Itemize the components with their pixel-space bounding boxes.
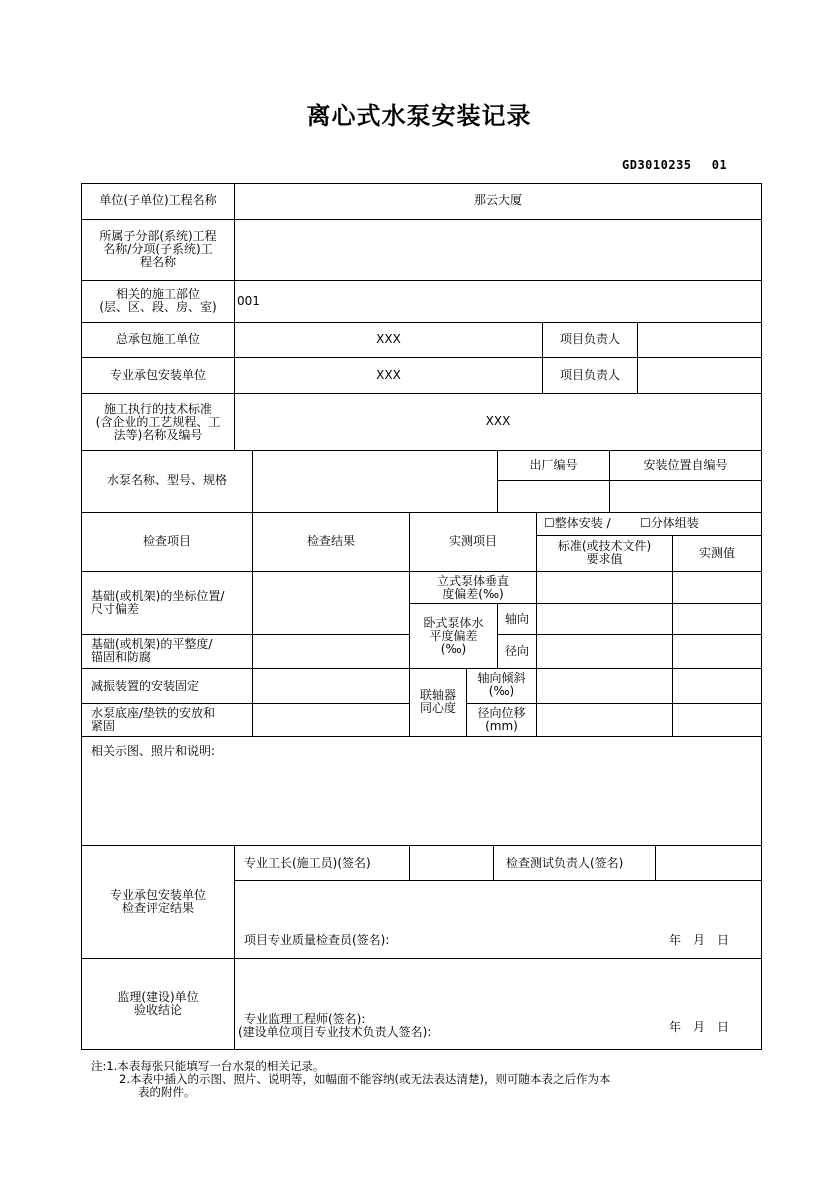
contractor-eval-label-line-2: 检查评定结果 — [121, 901, 194, 915]
sub-division-label-line-2: 名称/分项(子系统)工 — [103, 242, 213, 256]
check-item-header: 检查项目 — [142, 534, 191, 548]
remarks-label: 相关示图、照片和说明: — [91, 744, 216, 758]
standard-header-line-2: 要求值 — [586, 552, 623, 566]
actual-header: 实测值 — [698, 546, 735, 560]
general-manager-label: 项目负责人 — [559, 332, 620, 346]
coupling-line-1: 联轴器 — [419, 688, 456, 702]
check-result-header: 检查结果 — [306, 534, 355, 548]
supervision-engineer-label: 专业监理工程师(签名): — [244, 1012, 366, 1026]
vertical-pump-line-2: 度偏差(‰) — [442, 587, 504, 601]
standard-label-line-1: 施工执行的技术标准 — [103, 402, 212, 416]
check-item-1-line-2: 尺寸偏差 — [91, 602, 140, 616]
axial-tilt-line-1: 轴向倾斜 — [477, 671, 526, 685]
check-item-2-line-2: 锚固和防腐 — [91, 650, 152, 664]
axial-tilt-line-2: (‰) — [488, 684, 515, 698]
page-title: 离心式水泵安装记录 — [306, 101, 532, 130]
vertical-pump-line-1: 立式泵体垂直 — [436, 574, 509, 588]
install-split-checkbox[interactable]: ☐分体组装 — [640, 516, 699, 530]
standard-header-line-1: 标准(或技术文件) — [557, 539, 652, 553]
supervision-date: 年 月 日 — [669, 1020, 730, 1034]
unit-name-label: 单位(子单位)工程名称 — [99, 193, 217, 207]
horizontal-pump-line-3: (‰) — [440, 642, 467, 656]
standard-value[interactable]: XXX — [485, 414, 511, 428]
special-contractor-label: 专业承包安装单位 — [109, 368, 206, 382]
supervision-owner-label: (建设单位项目专业技术负责人签名): — [238, 1025, 432, 1039]
note-line-1: 注:1.本表每张只能填写一台水泵的相关记录。 — [91, 1059, 325, 1073]
note-line-3: 表的附件。 — [138, 1085, 196, 1099]
supervision-label-line-2: 验收结论 — [133, 1003, 182, 1017]
unit-name-value[interactable]: 那云大厦 — [473, 193, 522, 207]
radial-shift-line-2: (mm) — [485, 719, 518, 733]
check-item-4-line-1: 水泵底座/垫铁的安放和 — [91, 706, 216, 720]
check-item-4-line-2: 紧固 — [91, 719, 116, 733]
horizontal-pump-line-2: 平度偏差 — [429, 629, 478, 643]
horizontal-pump-line-1: 卧式泵体水 — [423, 616, 484, 630]
tester-signature-label: 检查测试负责人(签名) — [506, 856, 624, 870]
radial-label: 径向 — [504, 644, 529, 658]
sub-division-label-line-1: 所属子分部(系统)工程 — [99, 229, 217, 243]
install-whole-checkbox[interactable]: ☐整体安装 / — [544, 516, 611, 530]
check-item-1-line-1: 基础(或机架)的坐标位置/ — [91, 589, 225, 603]
general-contractor-value[interactable]: XXX — [376, 332, 401, 346]
location-label-line-1: 相关的施工部位 — [115, 287, 200, 301]
factory-no-label: 出厂编号 — [529, 458, 578, 472]
contractor-eval-label-line-1: 专业承包安装单位 — [109, 888, 206, 902]
pump-label: 水泵名称、型号、规格 — [106, 473, 227, 487]
special-manager-label: 项目负责人 — [559, 368, 620, 382]
sub-division-label-line-3: 程名称 — [139, 255, 176, 269]
measure-header: 实测项目 — [448, 534, 497, 548]
contractor-eval-date: 年 月 日 — [669, 933, 730, 947]
check-item-3: 减振装置的安装固定 — [91, 679, 200, 693]
radial-shift-line-1: 径向位移 — [477, 706, 526, 720]
axial-label: 轴向 — [504, 612, 529, 626]
check-item-2-line-1: 基础(或机架)的平整度/ — [91, 637, 213, 651]
standard-label-line-2: (含企业的工艺规程、工 — [95, 415, 221, 429]
supervision-label-line-1: 监理(建设)单位 — [117, 990, 199, 1004]
standard-label-line-3: 法等)名称及编号 — [113, 428, 203, 442]
note-line-2: 2.本表中插入的示图、照片、说明等，如幅面不能容纳(或无法表达清楚)，则可随本表之后作为本 — [119, 1072, 611, 1086]
position-no-label: 安装位置自编号 — [643, 458, 728, 472]
foreman-signature-label: 专业工长(施工员)(签名) — [244, 856, 371, 870]
special-contractor-value[interactable]: XXX — [376, 368, 401, 382]
location-label-line-2: (层、区、段、房、室) — [99, 300, 217, 314]
inspector-signature-label: 项目专业质量检查员(签名): — [244, 933, 390, 947]
coupling-line-2: 同心度 — [419, 701, 456, 715]
general-contractor-label: 总承包施工单位 — [115, 332, 200, 346]
form-code: GD3010235 01 — [622, 158, 728, 172]
location-value[interactable]: 001 — [237, 294, 260, 308]
